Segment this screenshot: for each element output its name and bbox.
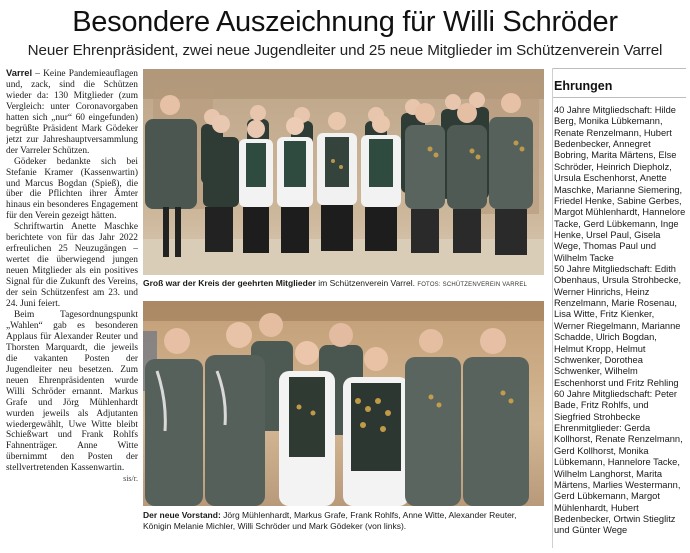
honors-60-years: 60 Jahre Mitgliedschaft: Peter Bade, Fritz Rohlfs, und Siegfried Strohbecke bbox=[554, 388, 677, 422]
sidebar-title: Ehrungen bbox=[553, 68, 686, 98]
honors-honorary-members: Ehrenmitglieder: Gerda Kollhorst, Renate Renzelmann, Gerd Kollhorst, Monika Lübkemann, Hannelore Tacke, Wilhelm Langhorst, Marita Märtens, Marlies Westermann, Gerd Lübkemann, Margot Mühlenhardt, Hubert Bedenbecker, Ortwin Stieglitz und Günter Wege bbox=[554, 423, 683, 536]
paragraph-3: Schriftwartin Anette Maschke berichtete von für das Jahr 2022 erfreulichen 25 Neuzugängen – wertet die überwiegend jungen neuen Mitglieder als ein positives Signal für die Zukunft des Vereins, der sein Schützenfest am 23. und 24. Juni feiert. bbox=[6, 222, 138, 310]
caption-1-text: im Schützenverein Varrel. bbox=[315, 278, 415, 288]
paragraph-1 bbox=[6, 68, 138, 157]
headline: Besondere Auszeichnung für Willi Schröder bbox=[72, 6, 618, 38]
paragraph-2: Gödeker bedankte sich bei Stefanie Kramer (Kassenwartin) und Marcus Bogdan (Spieß), die über die Pflichten ihrer Ämter hinaus ein besonderes Engagement für den Verein gezeigt hätten. bbox=[6, 156, 138, 222]
honors-40-years: 40 Jahre Mitgliedschaft: Hilde Berg, Monika Lübkemann, Renate Renzelmann, Hubert Bedenbecker, Annegret Bobring, Marita Märtens, Else Schröder, Heinrich Diepholz, Ursula Eschenhorst, Anette Maschke, Marianne Siemering, Friedel Henke, Sabine Gerbes, Margot Mühlenhardt, Hannelore Tacke, Gerd Lübkemann, Inge Henke, Ursel Paul, Gisela Wege, Thomas Paul und Wilhelm Tacke bbox=[554, 105, 686, 263]
photo-new-board bbox=[143, 301, 544, 506]
article-body bbox=[6, 68, 138, 548]
photo-new-board-image bbox=[143, 301, 544, 506]
honors-50-years: 50 Jahre Mitgliedschaft: Edith Obenhaus, Ursula Strohbecke, Werner Hinrichs, Heinz Renzelmann, Marie Rosenau, Lisa Witte, Fritz Kienker, Werner Riegelmann, Marianne Schadde, Ulrich Bogdan, Helmut Kropp, Helmut Schwenker, Dorothea Schwenker, Wilhelm Eschenhorst und Fritz Rehling bbox=[554, 264, 682, 388]
dateline: Varrel bbox=[6, 68, 33, 78]
paragraph-1-text: – Keine Pandemieauflagen und, zack, sind die Schützen wieder da: 130 Mitglieder (zum Vergleich: unter Coronavorgaben hatten sich „nur“ 60 eingefunden) begrüßte Präsident Mark Gödeker jetzt zur Jahreshauptversammlung der Varreler Schützen. bbox=[6, 69, 138, 156]
sidebar-honors bbox=[552, 68, 686, 548]
photo-caption-1 bbox=[143, 278, 544, 291]
caption-2-text: Jörg Mühlenhardt, Markus Grafe, Frank Rohlfs, Anne Witte, Alexander Reuter, Königin Melanie Michler, Willi Schröder und Mark Gödeker (von links). bbox=[143, 510, 517, 531]
honors-list bbox=[553, 105, 686, 537]
paragraph-4: Beim Tagesordnungspunkt „Wahlen“ gab es besonderen Applaus für Alexander Reuter und Thorsten Marquardt, die jeweils die vakanten Posten der Jugendleiter neu besetzen. Zum neuen Ehrenpräsidenten wurde Willi Schröder ernannt. Markus Grafe und Jörg Mühlenhardt wurden jeweils als Adjutanten wiedergewählt, Uwe Witte bleibt Schießwart und Frank Rohlfs Fahnenträger. Anne Witte übernimmt den Posten der stellvertretenden Kassenwartin. bbox=[6, 309, 138, 474]
photo-honored-members-image bbox=[143, 69, 544, 275]
photo-caption-2 bbox=[143, 510, 544, 531]
subheadline: Neuer Ehrenpräsident, zwei neue Jugendleiter und 25 neue Mitglieder im Schützenverein Varrel bbox=[27, 42, 663, 59]
photo-credit: FOTOS: SCHÜTZENVEREIN VARREL bbox=[417, 282, 528, 288]
caption-1-lead: Groß war der Kreis der geehrten Mitglieder bbox=[143, 278, 316, 288]
author-signature: sis/r. bbox=[123, 474, 138, 484]
photo-honored-members bbox=[143, 69, 544, 275]
caption-2-lead: Der neue Vorstand: bbox=[143, 510, 221, 520]
